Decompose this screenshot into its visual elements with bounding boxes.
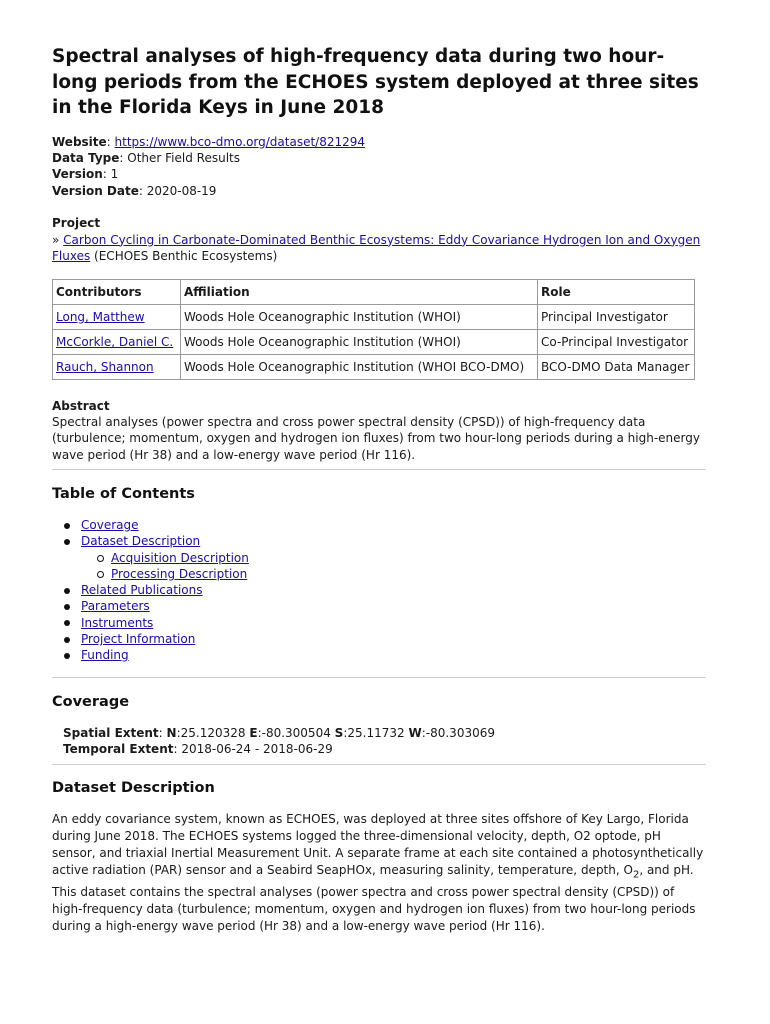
role-cell: Principal Investigator [538,305,695,330]
east-label: E [249,726,258,740]
list-item [52,550,249,566]
south-label: S [334,726,344,740]
list-item [52,582,249,598]
bullet-icon [64,620,70,626]
header-role: Role [538,280,695,305]
affiliation-cell: Woods Hole Oceanographic Institution (WHOI) [181,305,538,330]
website-link[interactable]: https://www.bco-dmo.org/dataset/821294 [114,135,366,149]
list-item [52,517,249,533]
version-date-value: 2020-08-19 [146,183,217,198]
bullet-icon [64,588,70,594]
bullet-icon [64,637,70,643]
table-of-contents [52,517,249,664]
version-line: Version: 1 [52,167,119,182]
spatial-extent-label: Spatial Extent [63,726,159,740]
project-link[interactable]: Carbon Cycling in Carbonate-Dominated Benthic Ecosystems: Eddy Covariance Hydrogen Ion and Oxygen Fluxes [52,232,701,263]
contributor-name-cell [53,355,181,380]
header-affiliation: Affiliation [181,280,538,305]
toc-heading: Table of Contents [52,486,195,502]
bullet-icon [64,539,70,545]
circle-bullet-icon [97,555,104,562]
project-section [52,215,706,265]
spatial-extent-line: Spatial Extent: N:25.120328 E:-80.300504 S:25.11732 W:-80.303069 [63,726,495,740]
temporal-extent-line: Temporal Extent: 2018-06-24 - 2018-06-29 [63,742,333,757]
bullet-icon [64,653,70,659]
list-item [52,631,249,647]
data-type-line: Data Type: Other Field Results [52,151,240,166]
website-line: Website: https://www.bco-dmo.org/dataset/821294 [52,135,366,149]
west-label: W [408,726,422,740]
document-title: Spectral analyses of high-frequency data during two hour-long periods from the ECHOES system deployed at three sites in the Florida Keys in June 2018 [52,46,699,118]
abstract-text: Spectral analyses (power spectra and cross power spectral density (CPSD)) of high-frequency data (turbulence; momentum, oxygen and hydrogen ion fluxes) from two hour-long periods during a high-energy wave period (Hr 38) and a low-energy wave period (Hr 116). [52,415,700,462]
list-item [52,598,249,614]
toc-link-coverage[interactable]: Coverage [81,518,139,532]
header-contributors: Contributors [53,280,181,305]
description-part-2: , and pH. This dataset contains the spectral analyses (power spectra and cross power spectral density (CPSD)) of high-frequency data (turbulence; momentum, oxygen and hydrogen ion fluxes) from two hour-long periods during a high-energy wave period (Hr 38) and a low-energy wave period (Hr 116). [52,862,696,933]
coverage-heading: Coverage [52,694,130,710]
dataset-metadata [52,134,365,199]
list-item [52,615,249,631]
data-type-label: Data Type [52,151,120,166]
project-suffix: (ECHOES Benthic Ecosystems) [94,249,278,263]
north-value: 25.120328 [180,726,246,740]
description-part-1: An eddy covariance system, known as ECHOES, was deployed at three sites offshore of Key Largo, Florida during June 2018. The ECHOES systems logged the three-dimensional velocity, depth, O2 optode, pH sensor, and triaxial Inertial Measurement Unit. A separate frame at each site contained a photosynthetically active radiation (PAR) sensor and a Seabird SeapHOx, measuring salinity, temperature, depth, O [52,812,704,877]
toc-link-parameters[interactable]: Parameters [81,599,150,614]
version-date-line: Version Date: 2020-08-19 [52,183,217,198]
north-label: N [166,726,177,740]
table-header-row [53,280,695,305]
toc-link-instruments[interactable]: Instruments [81,615,154,630]
table-row [53,330,695,355]
contributor-link[interactable]: McCorkle, Daniel C. [56,335,174,349]
toc-link-funding[interactable]: Funding [81,648,129,663]
role-cell: BCO-DMO Data Manager [538,355,695,380]
west-value: -80.303069 [425,726,495,740]
table-row [53,305,695,330]
contributor-link[interactable]: Rauch, Shannon [56,360,154,374]
toc-link-project-information[interactable]: Project Information [81,632,196,647]
circle-bullet-icon [97,571,104,578]
contributor-link[interactable]: Long, Matthew [56,310,145,324]
list-item [52,647,249,663]
o2-subscript: 2 [632,869,640,881]
role-cell: Co-Principal Investigator [538,330,695,355]
south-value: 25.11732 [347,726,405,740]
contributors-table [52,279,695,380]
contributor-name-cell [53,330,181,355]
affiliation-cell: Woods Hole Oceanographic Institution (WHOI BCO-DMO) [181,355,538,380]
version-label: Version [52,167,103,182]
dataset-description-text [52,811,706,935]
list-item [52,533,249,549]
dataset-description-heading: Dataset Description [52,780,215,796]
toc-link-acquisition-description[interactable]: Acquisition Description [111,550,249,565]
abstract-section [52,398,706,463]
project-heading: Project [52,216,101,230]
toc-link-related-publications[interactable]: Related Publications [81,583,203,598]
temporal-extent-value: 2018-06-24 - 2018-06-29 [181,742,333,757]
temporal-extent-label: Temporal Extent [63,742,174,757]
section-divider [52,469,706,470]
bullet-icon [64,523,70,529]
toc-link-processing-description[interactable]: Processing Description [111,566,248,581]
coverage-section [63,725,495,757]
section-divider [52,764,706,765]
section-divider [52,677,706,678]
version-date-label: Version Date [52,183,139,198]
abstract-heading: Abstract [52,399,110,413]
list-item [52,566,249,582]
table-row [53,355,695,380]
contributor-name-cell [53,305,181,330]
east-value: -80.300504 [261,726,331,740]
data-type-value: Other Field Results [127,151,240,166]
website-label: Website [52,135,107,149]
bullet-icon [64,604,70,610]
project-prefix: » [52,232,60,247]
toc-link-dataset-description[interactable]: Dataset Description [81,534,201,549]
affiliation-cell: Woods Hole Oceanographic Institution (WHOI) [181,330,538,355]
version-value: 1 [110,167,119,182]
